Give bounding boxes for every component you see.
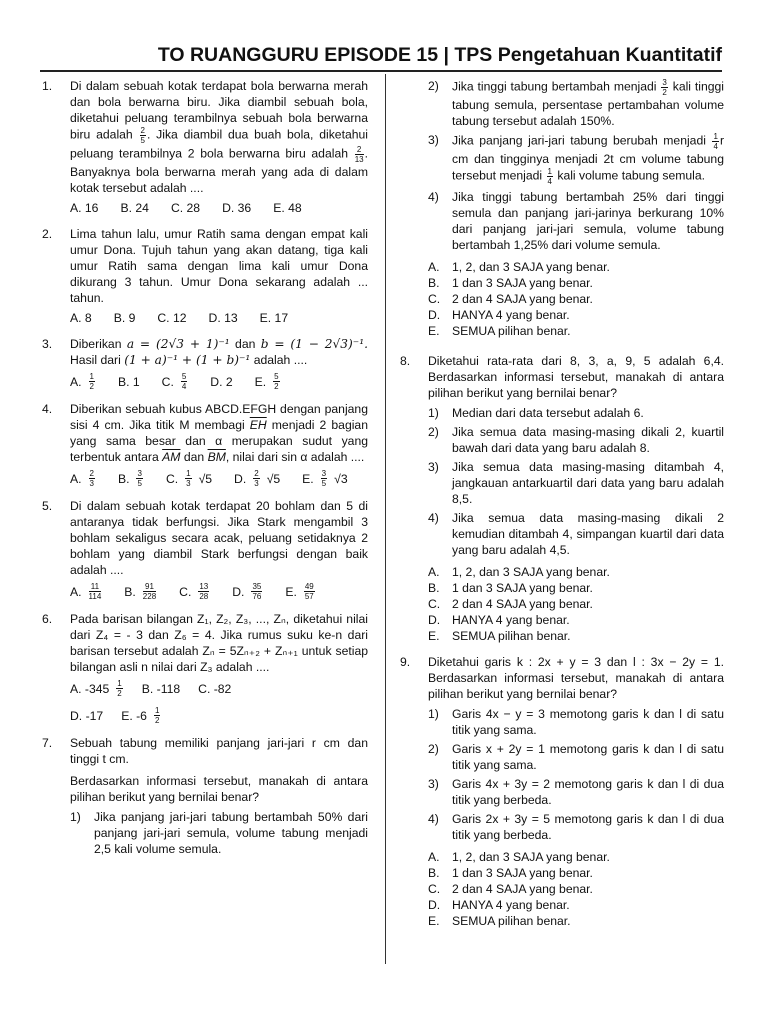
option-e[interactable]: E. 17 (259, 311, 289, 325)
statement-4: 4) Jika semua data masing-masing dikali 2 kemudian ditambah 4, simpangan kuartil dari data yang baru adalah 4,5. (428, 511, 724, 557)
left-column (42, 78, 368, 870)
question-5 (42, 498, 368, 601)
choice-d[interactable]: D. HANYA 4 yang benar. (428, 613, 570, 627)
choice-e[interactable]: E. SEMUA pilihan benar. (428, 324, 571, 338)
option-c[interactable]: C. $\frac{13}{28}$ (179, 582, 209, 601)
question-2 (42, 226, 368, 326)
choice-a[interactable]: A. 1, 2, dan 3 SAJA yang benar. (428, 260, 610, 274)
statement-2: 2) Jika tinggi tabung bertambah menjadi $\frac{3}{2}$ kali tinggi tabung semula, persentase pertambahan volume tabung tersebut adalah 150%. (428, 78, 725, 128)
question-number: 1. (42, 79, 53, 93)
option-e[interactable]: E. $\frac{49}{57}$ (285, 582, 314, 601)
option-e[interactable]: E. 48 (273, 201, 302, 215)
question-number: 3. (42, 337, 53, 351)
question-text: Diketahui garis k : 2x + y = 3 dan l : 3x − 2y = 1. Berdasarkan informasi tersebut, manakah di antara pilihan berikut yang bernilai benar? (428, 655, 724, 701)
statement-1: 1) Median dari data tersebut adalah 6. (428, 406, 644, 420)
option-e[interactable]: E. -6 $\frac{1}{2}$ (121, 706, 160, 725)
question-text: Di dalam sebuah kotak terdapat 20 bohlam dan 5 di antaranya tidak berfungsi. Jika Stark mengambil 3 bohlam sekaligus secara acak, peluang setidaknya 2 bohlam yang diambil Stark berfungsi dengan baik adalah .... (70, 499, 368, 577)
answer-options (70, 679, 368, 725)
statement-3: 3) Jika panjang jari-jari tabung berubah menjadi $\frac{1}{4}$ r cm dan tingginya menjadi 2t cm volume tabung tersebut menjadi $\frac{1}{4}$ kali volume tabung semula. (428, 132, 724, 186)
option-d[interactable]: D. 36 (222, 201, 252, 215)
question-text: Lima tahun lalu, umur Ratih sama dengan empat kali umur Dona. Tujuh tahun yang akan datang, tiga kali umur Ratih sama dengan lima kali umur Dona dikurang 3 tahun. Umur Dona sekarang adalah ... tahun. (70, 227, 368, 305)
choice-c[interactable]: C. 2 dan 4 SAJA yang benar. (428, 597, 593, 611)
choice-e[interactable]: E. SEMUA pilihan benar. (428, 629, 571, 643)
question-text: Diberikan sebuah kubus ABCD.EFGH dengan panjang sisi 4 cm. Jika titik M membagi $\overline{EH}$ menjadi 2 bagian yang sama besar dan α merupakan sudut yang terbentuk antara $\overline{AM}$ dan $\overline{BM}$, nilai dari sin α adalah .... (70, 402, 368, 464)
question-number: 9. (400, 655, 411, 669)
answer-choices (428, 564, 724, 644)
question-text: Diketahui rata-rata dari 8, 3, a, 9, 5 adalah 6,4. Berdasarkan informasi tersebut, manakah di antara pilihan berikut yang bernilai benar? (428, 354, 724, 400)
option-c[interactable]: C. $\frac{5}{4}$ (161, 372, 187, 391)
option-b[interactable]: B. $\frac{91}{228}$ (124, 582, 157, 601)
answer-choices (428, 259, 724, 339)
option-e[interactable]: E. $\frac{3}{5}$ √3 (302, 469, 348, 488)
question-number: 7. (42, 736, 53, 750)
option-d[interactable]: D. -17 (70, 708, 104, 723)
statement-2: 2) Garis x + 2y = 1 memotong garis k dan l di satu titik yang sama. (428, 742, 724, 772)
answer-choices (428, 849, 724, 929)
option-d[interactable]: D. $\frac{35}{76}$ (232, 582, 262, 601)
option-c[interactable]: C. 12 (157, 311, 187, 325)
answer-options (70, 582, 368, 601)
statement-4: 4) Jika tinggi tabung bertambah 25% dari tinggi semula dan panjang jari-jarinya berkurang 10% dari panjang jari-jari semula, volume tabung bertambah 1,25% dari volume semula. (428, 190, 724, 252)
statement-1: 1) Jika panjang jari-jari tabung bertambah 50% dari panjang jari-jari semula, volume tabung menjadi 2,5 kali volume semula. (70, 810, 368, 856)
option-a[interactable]: A. $\frac{1}{2}$ (70, 372, 94, 391)
statements (428, 405, 724, 558)
statements (70, 809, 368, 857)
choice-c[interactable]: C. 2 dan 4 SAJA yang benar. (428, 292, 593, 306)
answer-options (70, 372, 368, 391)
answer-options (70, 469, 368, 488)
question-number: 4. (42, 402, 53, 416)
right-column (400, 78, 724, 939)
option-e[interactable]: E. $\frac{5}{2}$ (254, 372, 279, 391)
column-divider (385, 74, 386, 964)
question-text: Pada barisan bilangan Z₁, Z₂, Z₃, ..., Zₙ, diketahui nilai dari Z₄ = - 3 dan Z₆ = 4. Jika rumus suku ke-n dari barisan tersebut adalah Zₙ = 5Zₙ₊₂ + Zₙ₊₁ untuk setiap bilangan asli n nilai dari Z₃ adalah .... (70, 612, 368, 674)
answer-options (70, 310, 368, 326)
question-text: Diberikan a = (2√3 + 1)⁻¹ dan b = (1 − 2√3)⁻¹. Hasil dari (1 + a)⁻¹ + (1 + b)⁻¹ adalah .... (70, 337, 369, 367)
option-a[interactable]: A. $\frac{2}{3}$ (70, 469, 94, 488)
question-number: 5. (42, 499, 53, 513)
question-7 (42, 735, 368, 860)
choice-a[interactable]: A. 1, 2, dan 3 SAJA yang benar. (428, 850, 610, 864)
choice-c[interactable]: C. 2 dan 4 SAJA yang benar. (428, 882, 593, 896)
statement-2: 2) Jika semua data masing-masing dikali 2, kuartil bawah dari data yang baru adalah 8. (428, 425, 724, 455)
question-prompt: Berdasarkan informasi tersebut, manakah di antara pilihan berikut yang bernilai benar? (70, 774, 368, 804)
option-d[interactable]: D. 2 (210, 374, 233, 389)
question-7-continued (400, 78, 724, 339)
option-a[interactable]: A. -345 $\frac{1}{2}$ (70, 679, 122, 698)
choice-b[interactable]: B. 1 dan 3 SAJA yang benar. (428, 866, 593, 880)
option-b[interactable]: B. 9 (113, 311, 136, 325)
option-b[interactable]: B. -118 (141, 681, 181, 696)
question-8 (400, 353, 724, 644)
question-6 (42, 611, 368, 725)
statement-4: 4) Garis 2x + 3y = 5 memotong garis k dan l di dua titik yang berbeda. (428, 812, 724, 842)
choice-b[interactable]: B. 1 dan 3 SAJA yang benar. (428, 276, 593, 290)
fraction: $\frac{2}{5}$ (140, 126, 145, 145)
question-3 (42, 336, 368, 391)
question-4 (42, 401, 368, 488)
question-number: 8. (400, 354, 411, 368)
statement-3: 3) Garis 4x + 3y = 2 memotong garis k dan l di dua titik yang berbeda. (428, 777, 724, 807)
choice-e[interactable]: E. SEMUA pilihan benar. (428, 914, 571, 928)
question-9 (400, 654, 724, 929)
choice-b[interactable]: B. 1 dan 3 SAJA yang benar. (428, 581, 593, 595)
option-a[interactable]: A. 8 (70, 311, 92, 325)
question-text: Di dalam sebuah kotak terdapat bola berwarna merah dan bola berwarna biru. Jika diambil sebuah bola, diketahui peluang terambilnya sebuah bola berwarna biru adalah $\frac{2}{5}$ . Jika diambil dua buah bola, diketahui peluang terambilnya 2 bola berwarna biru adalah $\frac{2}{13}$ . Banyaknya bola berwarna merah yang ada di dalam kotak tersebut adalah .... (70, 79, 369, 195)
option-a[interactable]: A. $\frac{11}{114}$ (70, 582, 102, 601)
option-b[interactable]: B. 24 (120, 201, 149, 215)
statement-3: 3) Jika semua data masing-masing ditambah 4, jangkauan antarkuartil dari data yang baru adalah 8,5. (428, 460, 724, 506)
fraction: $\frac{2}{13}$ (354, 145, 364, 164)
header-divider (40, 70, 722, 72)
question-number: 6. (42, 612, 53, 626)
page-title: TO RUANGGURU EPISODE 15 | TPS Pengetahuan Kuantitatif (157, 44, 722, 66)
choice-d[interactable]: D. HANYA 4 yang benar. (428, 898, 570, 912)
question-text: Sebuah tabung memiliki panjang jari-jari r cm dan tinggi t cm. (70, 736, 368, 766)
option-b[interactable]: B. 1 (117, 374, 140, 389)
option-b[interactable]: B. $\frac{3}{5}$ (117, 469, 142, 488)
question-number: 2. (42, 227, 53, 241)
choice-a[interactable]: A. 1, 2, dan 3 SAJA yang benar. (428, 565, 610, 579)
option-d[interactable]: D. $\frac{2}{3}$ √5 (234, 469, 281, 488)
statement-1: 1) Garis 4x − y = 3 memotong garis k dan l di satu titik yang sama. (428, 707, 724, 737)
option-d[interactable]: D. 13 (208, 311, 238, 325)
answer-options (70, 200, 368, 216)
option-c[interactable]: C. -82 (198, 681, 232, 696)
statements (428, 706, 724, 843)
option-c[interactable]: C. $\frac{1}{3}$ √5 (165, 469, 213, 488)
option-c[interactable]: C. 28 (170, 201, 201, 215)
page-header (0, 40, 768, 74)
question-1 (42, 78, 368, 216)
option-a[interactable]: A. 16 (70, 201, 99, 215)
choice-d[interactable]: D. HANYA 4 yang benar. (428, 308, 570, 322)
